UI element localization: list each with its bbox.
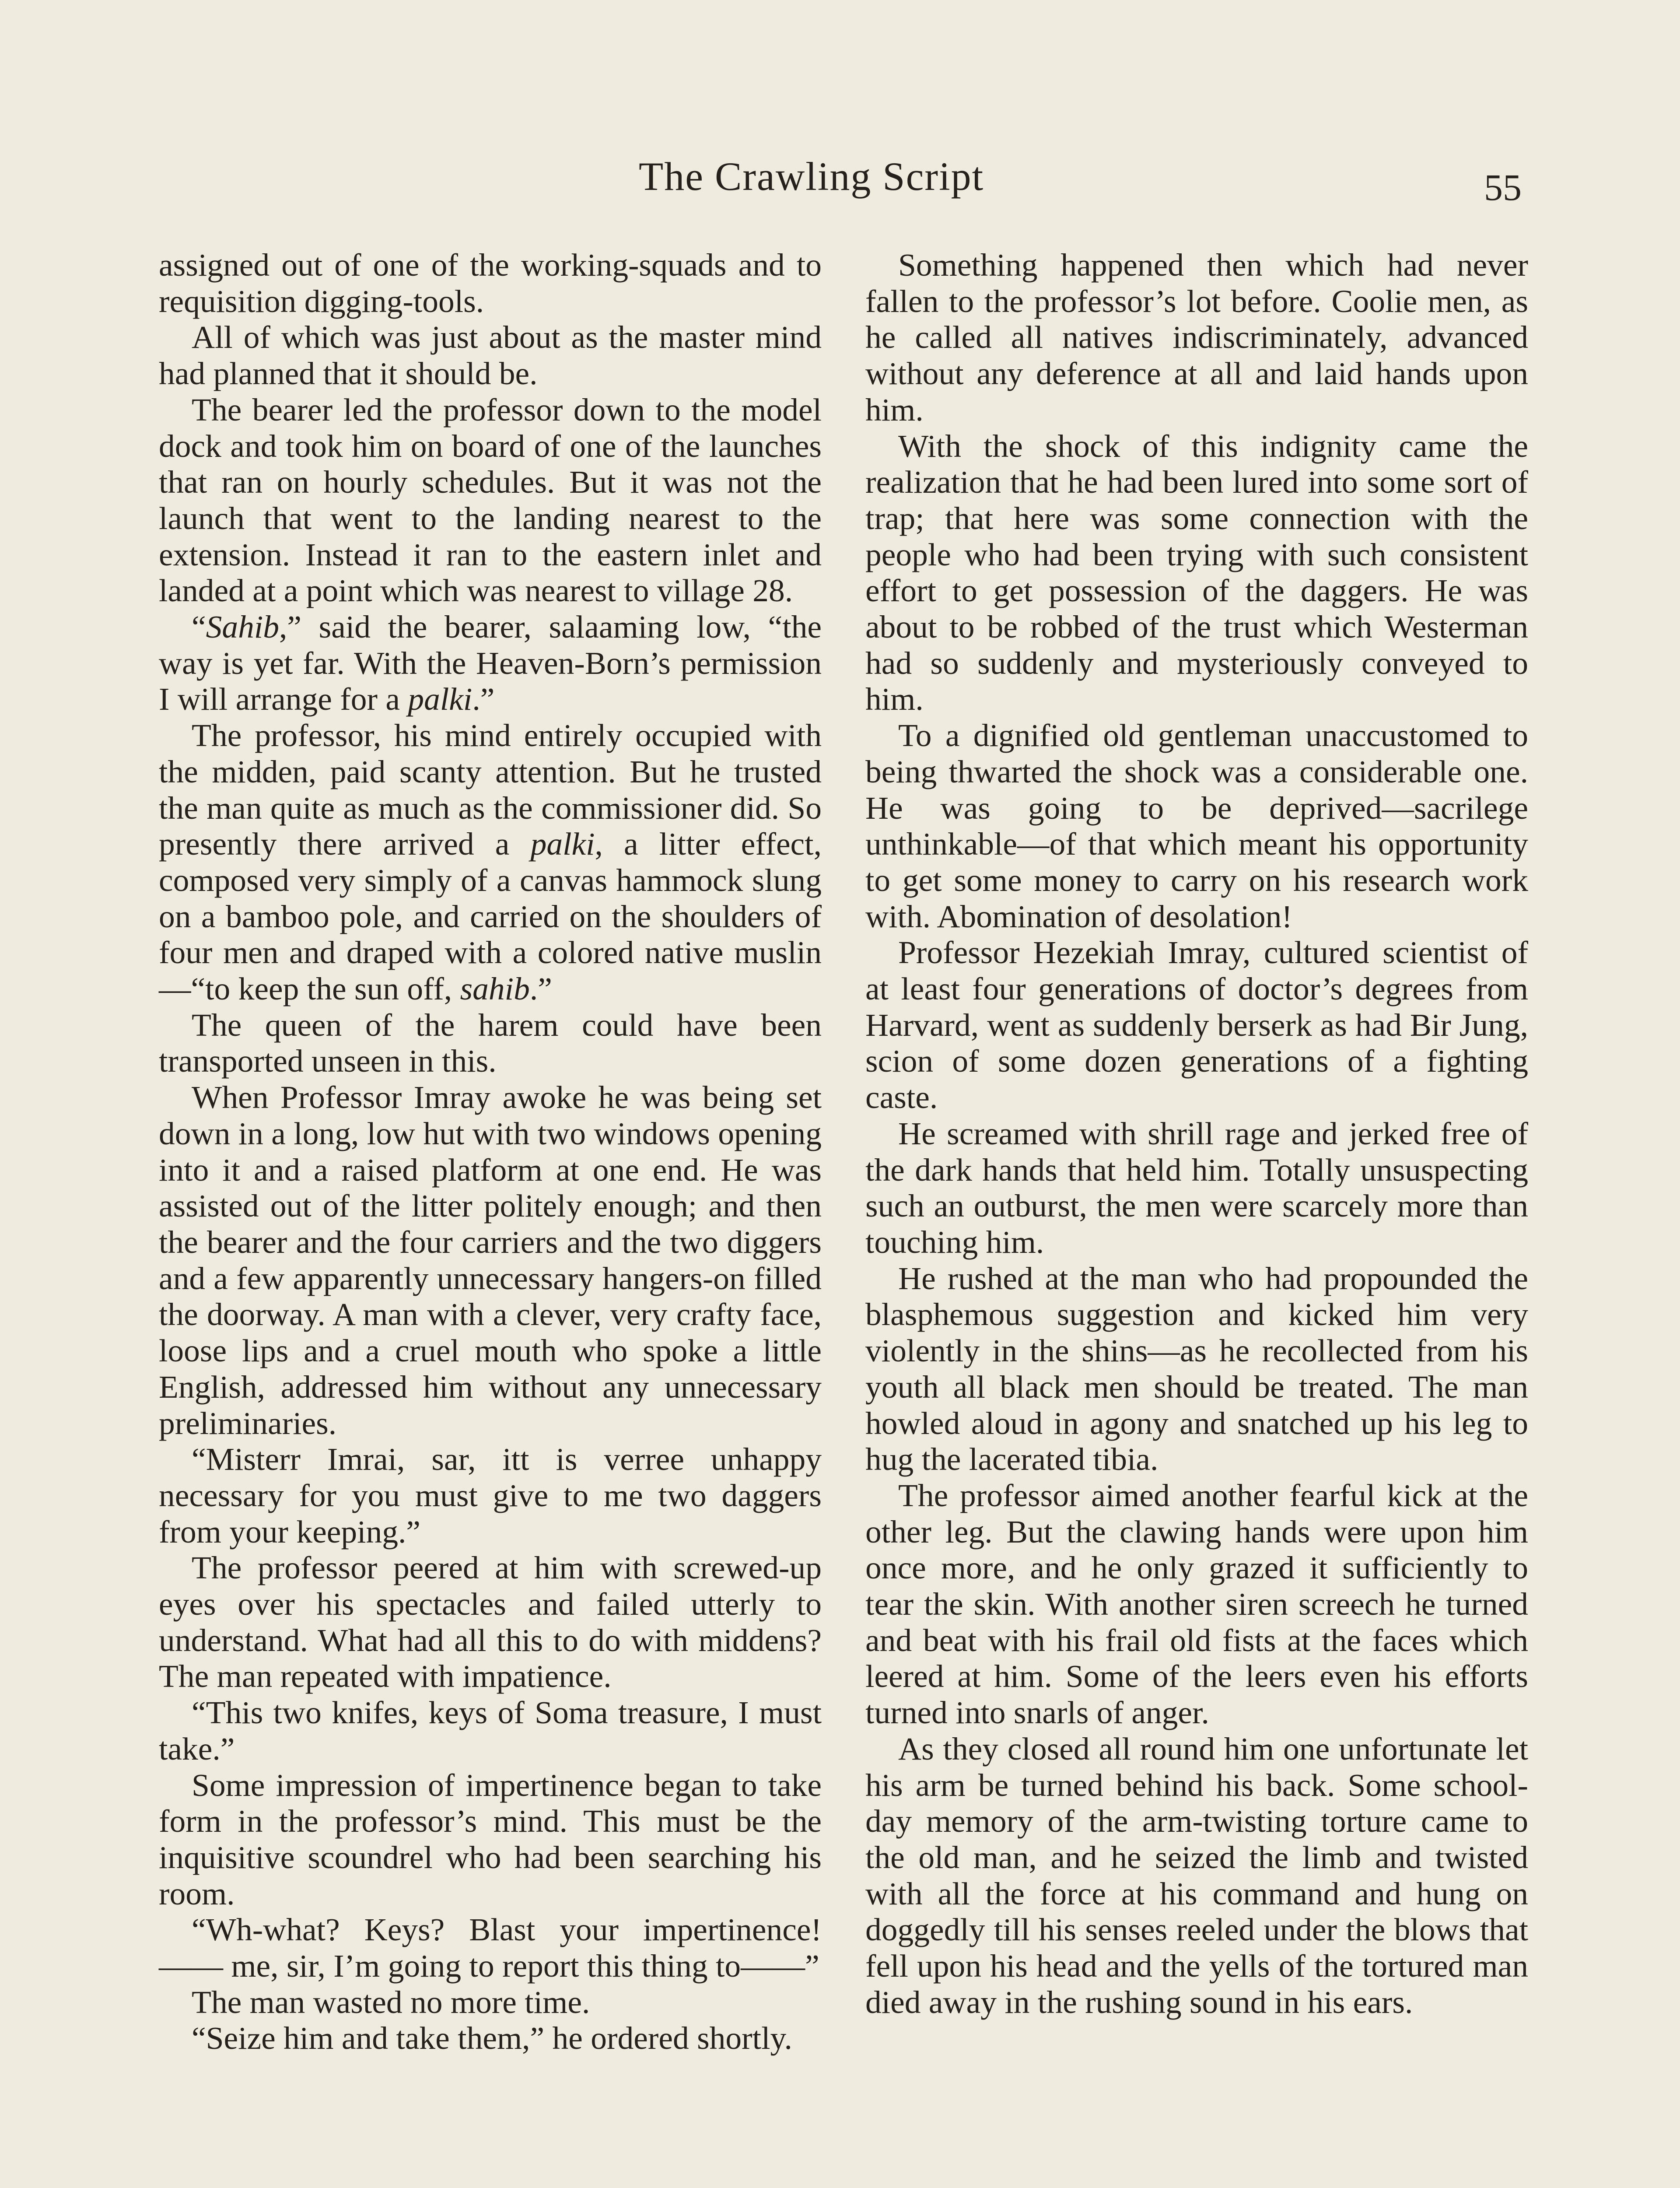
- paragraph: “This two knifes, keys of Soma treasure, I must take.”: [159, 1695, 822, 1767]
- paragraph: All of which was just about as the master mind had planned that it should be.: [159, 319, 822, 392]
- paragraph: “Misterr Imrai, sar, itt is verree unhappy necessary for you must give to me two daggers from your keeping.”: [159, 1441, 822, 1550]
- paragraph: The professor peered at him with screwed-up eyes over his spectacles and failed utterly to understand. What had all this to do with middens? The man repeated with impatience.: [159, 1550, 822, 1694]
- italic-word: Sahib: [206, 609, 280, 645]
- paragraph: The bearer led the professor down to the model dock and took him on board of one of the launches that ran on hourly schedules. But it was not the launch that went to the landing nearest to the extension. Instead it ran to the eastern inlet and landed at a point which was nearest to village 28.: [159, 392, 822, 609]
- paragraph: Professor Hezekiah Imray, cultured scientist of at least four generations of doctor’s degrees from Harvard, went as suddenly berserk as had Bir Jung, scion of some dozen generations of a fighting caste.: [865, 935, 1528, 1115]
- right-column: [865, 247, 1528, 2020]
- paragraph: Something happened then which had never fallen to the professor’s lot before. Coolie men, as he called all natives indiscriminately, advanced without any deference at all and laid hands upon him.: [865, 247, 1528, 428]
- paragraph: “Wh-what? Keys? Blast your impertinence! —— me, sir, I’m going to report this thing to——”: [159, 1912, 822, 1984]
- paragraph: assigned out of one of the working-squads and to requisition digging-tools.: [159, 247, 822, 319]
- paragraph: The queen of the harem could have been transported unseen in this.: [159, 1007, 822, 1079]
- paragraph: The man wasted no more time.: [192, 1984, 590, 2020]
- italic-word: palki: [530, 826, 595, 862]
- paragraph: He rushed at the man who had propounded the blasphemous suggestion and kicked him very violently in the shins—as he recollected from his youth all black men should be treated. The man howled aloud in agony and snatched up his leg to hug the lacerated tibia.: [865, 1260, 1528, 1477]
- paragraph: He screamed with shrill rage and jerked free of the dark hands that held him. Totally unsuspecting such an outburst, the men were scarcely more than touching him.: [865, 1115, 1528, 1260]
- paragraph: When Professor Imray awoke he was being set down in a long, low hut with two windows opening into it and a raised platform at one end. He was assisted out of the litter politely enough; and then the bearer and the four carriers and the two diggers and a few apparently unnecessary hangers-on filled the doorway. A man with a clever, very crafty face, loose lips and a cruel mouth who spoke a little English, addressed him without any unnecessary preliminaries.: [159, 1080, 822, 1441]
- paragraph: “Sahib,” said the bearer, salaaming low, “the way is yet far. With the Heaven-Born’s permission I will arrange for a palki.”: [159, 609, 822, 717]
- running-head: [0, 153, 1680, 206]
- paragraph: The professor aimed another fearful kick at the other leg. But the clawing hands were upon him once more, and he only grazed it sufficiently to tear the skin. With another siren screech he turned and beat with his frail old fists at the faces which leered at him. Some of the leers even his efforts turned into snarls of anger.: [865, 1477, 1528, 1731]
- paragraph: To a dignified old gentleman unaccustomed to being thwarted the shock was a considerable one. He was going to be deprived—sacrilege unthinkable—of that which meant his opportunity to get some money to carry on his research work with. Abomination of desolation!: [865, 718, 1528, 934]
- paragraph: With the shock of this indignity came the realization that he had been lured into some sort of trap; that here was some connection with the people who had been trying with such consistent effort to get possession of the daggers. He was about to be robbed of the trust which Westerman had so suddenly and mysteriously conveyed to him.: [865, 428, 1528, 717]
- left-column: [159, 247, 822, 2057]
- page-number: 55: [1484, 166, 1522, 208]
- italic-word: palki: [408, 681, 472, 717]
- running-title: The Crawling Script: [639, 154, 984, 199]
- italic-word: sahib: [460, 971, 530, 1007]
- paragraph: Some impression of impertinence began to take form in the professor’s mind. This must be the inquisitive scoundrel who had been searching his room.: [159, 1767, 822, 1911]
- paragraph: The professor, his mind entirely occupied with the midden, paid scanty attention. But he trusted the man quite as much as the commissioner did. So presently there arrived a palki, a litter effect, composed very simply of a canvas hammock slung on a bamboo pole, and carried on the shoulders of four men and draped with a colored native muslin—“to keep the sun off, sahib.”: [159, 718, 822, 1007]
- paragraph: “Seize him and take them,” he ordered shortly.: [192, 2020, 792, 2056]
- paragraph: As they closed all round him one unfortunate let his arm be turned behind his back. Some school-day memory of the arm-twisting torture came to the old man, and he seized the limb and twisted with all the force at his command and hung on doggedly till his senses reeled under the blows that fell upon his head and the yells of the tortured man died away in the rushing sound in his ears.: [865, 1731, 1528, 2020]
